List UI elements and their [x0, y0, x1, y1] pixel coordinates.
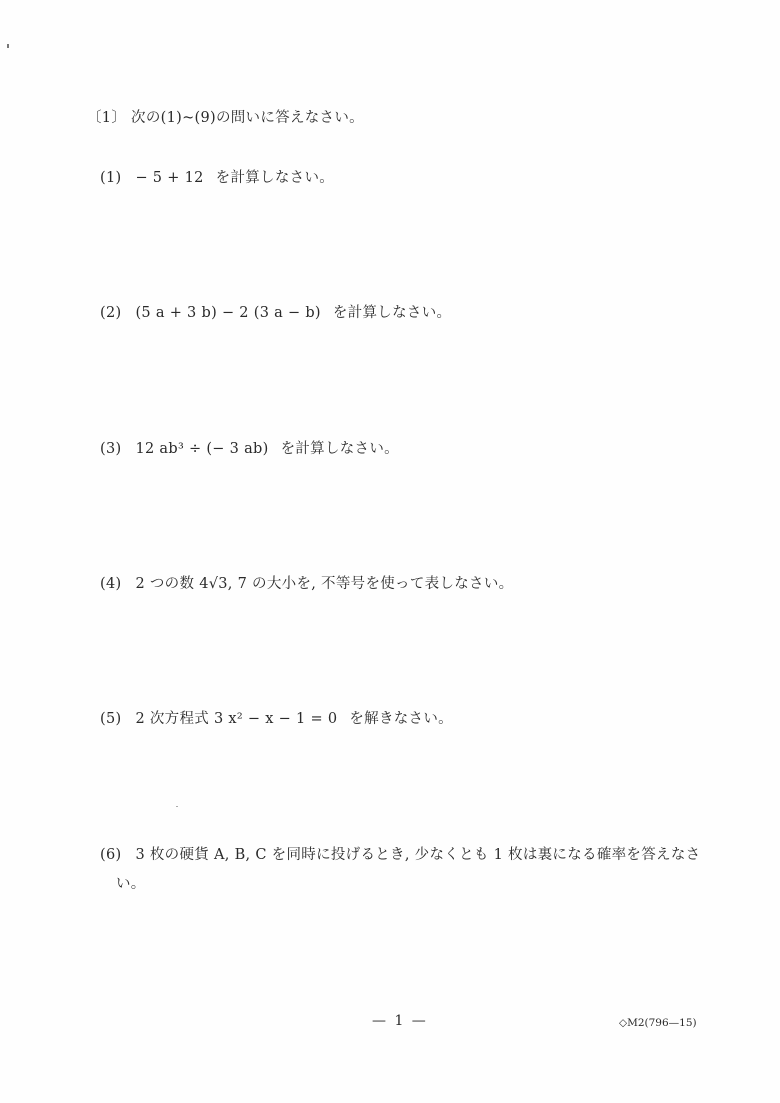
- question-6: [100, 841, 740, 899]
- question-text: 3 枚の硬貨 A, B, C を同時に投げるとき, 少なくとも 1 枚は裏になる確率を答えなさ: [135, 847, 701, 863]
- section-heading: 〔1〕 次の(1)~(9)の問いに答えなさい。: [87, 110, 364, 126]
- document-code: ◇M2(796—15): [619, 1017, 697, 1029]
- question-text: を計算しなさい。: [280, 441, 399, 457]
- question-number: (3): [100, 441, 122, 457]
- question-expression: − 5 + 12: [135, 170, 204, 186]
- question-1: [100, 166, 334, 187]
- question-text-continued: い。: [116, 876, 146, 892]
- question-number: (6): [100, 847, 122, 863]
- question-3: [100, 437, 399, 458]
- question-4: [100, 572, 513, 593]
- question-text: を計算しなさい。: [332, 305, 452, 321]
- question-number: (5): [100, 711, 122, 727]
- question-number: (2): [100, 305, 122, 321]
- page-number: — 1 —: [372, 1013, 428, 1029]
- question-text: 2 つの数 4√3, 7 の大小を, 不等号を使って表しなさい。: [135, 576, 514, 592]
- question-number: (1): [100, 170, 122, 186]
- question-expression: 12 ab³ ÷ (− 3 ab): [135, 441, 269, 457]
- question-text: を解きなさい。: [349, 711, 453, 727]
- question-expression: (5 a + 3 b) − 2 (3 a − b): [135, 305, 321, 321]
- question-5: [100, 707, 453, 728]
- question-number: (4): [100, 576, 122, 592]
- question-text: を計算しなさい。: [215, 170, 335, 186]
- question-expression: 2 次方程式 3 x² − x − 1 = 0: [135, 711, 338, 727]
- scan-mark: [7, 44, 9, 48]
- question-2: [100, 301, 451, 322]
- scan-dot: [176, 806, 178, 807]
